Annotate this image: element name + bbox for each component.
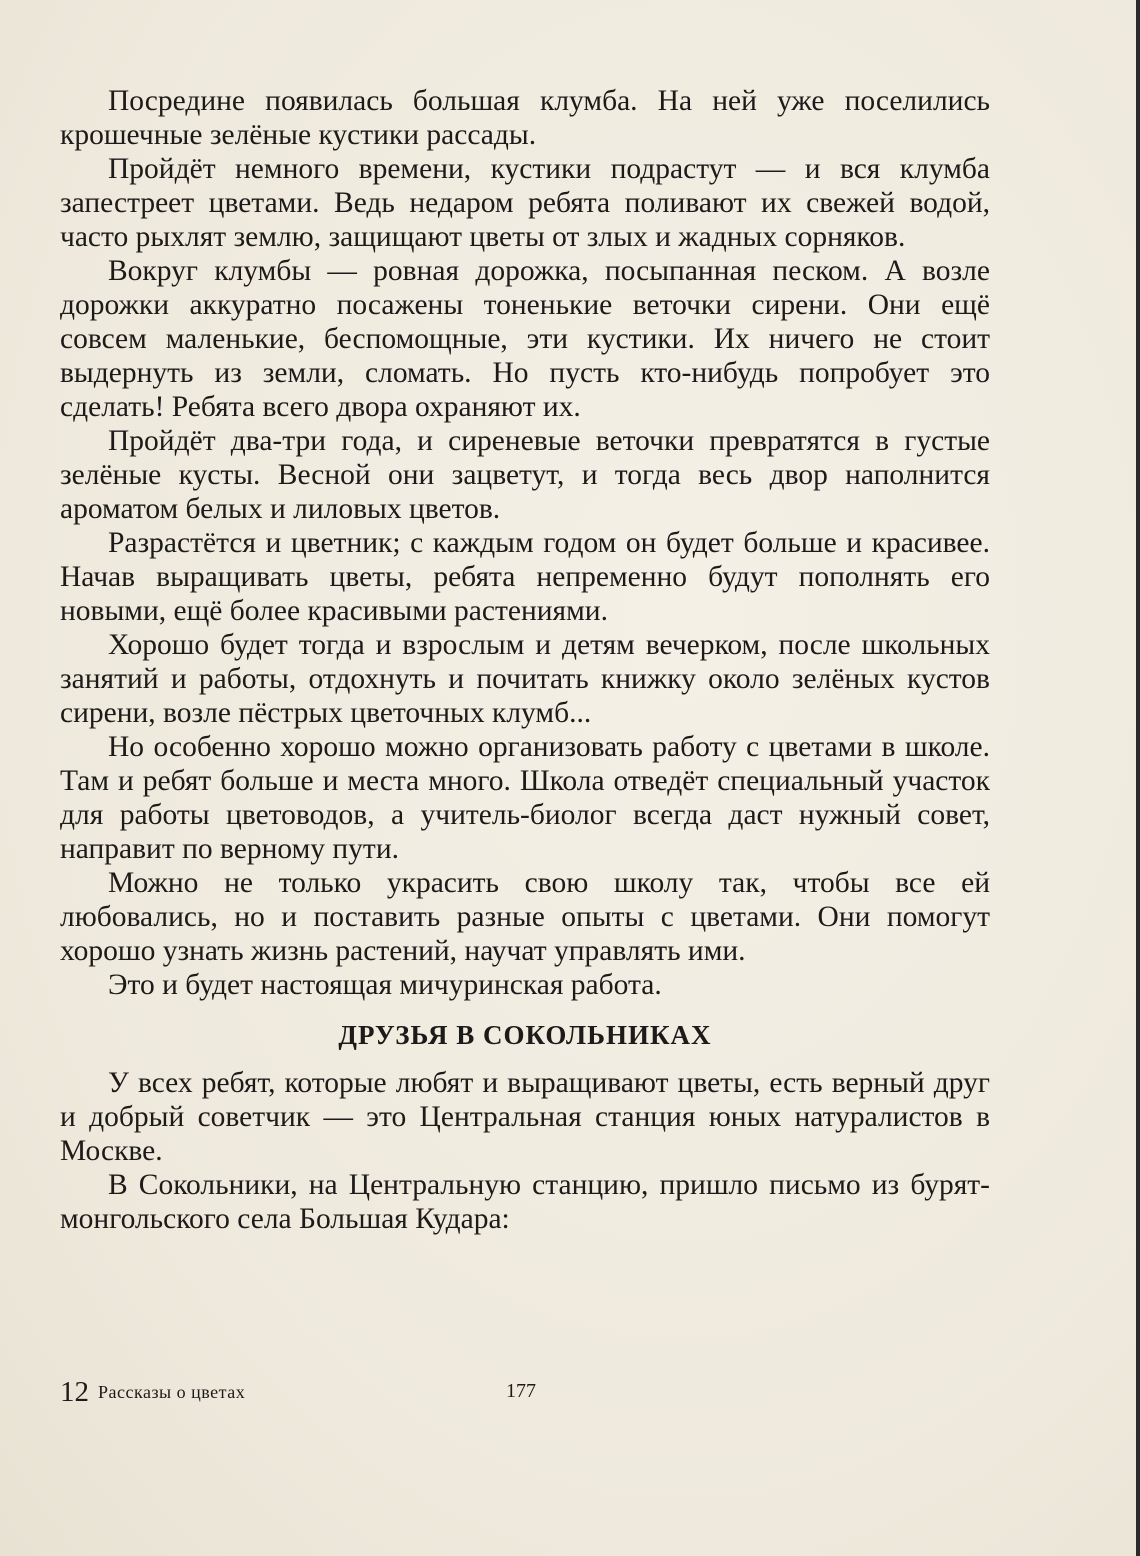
paragraph: Но особенно хорошо можно организовать работу с цветами в школе. Там и ребят больше и места много. Школа отведёт специальный участок для работы цветоводов, а учитель-биолог всегда даст нужный совет, направит по верному пути.: [60, 731, 990, 865]
paragraph: Посредине появилась большая клумба. На ней уже поселились крошечные зелёные кустики рассады.: [60, 85, 990, 151]
section-heading: ДРУЗЬЯ В СОКОЛЬНИКАХ: [338, 1020, 712, 1050]
paragraph: Вокруг клумбы — ровная дорожка, посыпанная песком. А возле дорожки аккуратно посажены тоненькие веточки сирени. Они ещё совсем маленькие, беспомощные, эти кустики. Их ничего не стоит выдернуть из земли, сломать. Но пусть кто-нибудь попробует это сделать! Ребята всего двора охраняют их.: [60, 255, 990, 423]
page-number: 177: [506, 1380, 536, 1402]
paragraph: Хорошо будет тогда и взрослым и детям вечерком, после школьных занятий и работы, отдохнуть и почитать книжку около зелёных кустов сирени, возле пёстрых цветочных клумб...: [60, 629, 990, 729]
page-text: [60, 84, 990, 1236]
paragraph: Разрастётся и цветник; с каждым годом он будет больше и красивее. Начав выращивать цветы, ребята непременно будут пополнять его новыми, ещё более красивыми растениями.: [60, 527, 990, 627]
paragraph: У всех ребят, которые любят и выращивают цветы, есть верный друг и добрый советчик — это Центральная станция юных натуралистов в Москве.: [60, 1067, 990, 1167]
paragraph: Можно не только украсить свою школу так, чтобы все ей любовались, но и поставить разные опыты с цветами. Они помогут хорошо узнать жизнь растений, научат управлять ими.: [60, 867, 990, 967]
paragraph: В Сокольники, на Центральную станцию, пришло письмо из бурят-монгольского села Большая Кудара:: [60, 1169, 990, 1235]
page-edge: [1136, 0, 1140, 1556]
paragraph: Это и будет настоящая мичуринская работа.: [108, 969, 662, 1001]
page-footer: [60, 1376, 990, 1416]
paragraph: Пройдёт немного времени, кустики подрастут — и вся клумба запестреет цветами. Ведь недаром ребята поливают их свежей водой, часто рыхлят землю, защищают цветы от злых и жадных сорняков.: [60, 153, 990, 253]
signature-title: Рассказы о цветах: [98, 1382, 246, 1402]
signature-number: 12: [60, 1376, 89, 1408]
paragraph: Пройдёт два-три года, и сиреневые веточки превратятся в густые зелёные кусты. Весной они зацветут, и тогда весь двор наполнится ароматом белых и лиловых цветов.: [60, 425, 990, 525]
